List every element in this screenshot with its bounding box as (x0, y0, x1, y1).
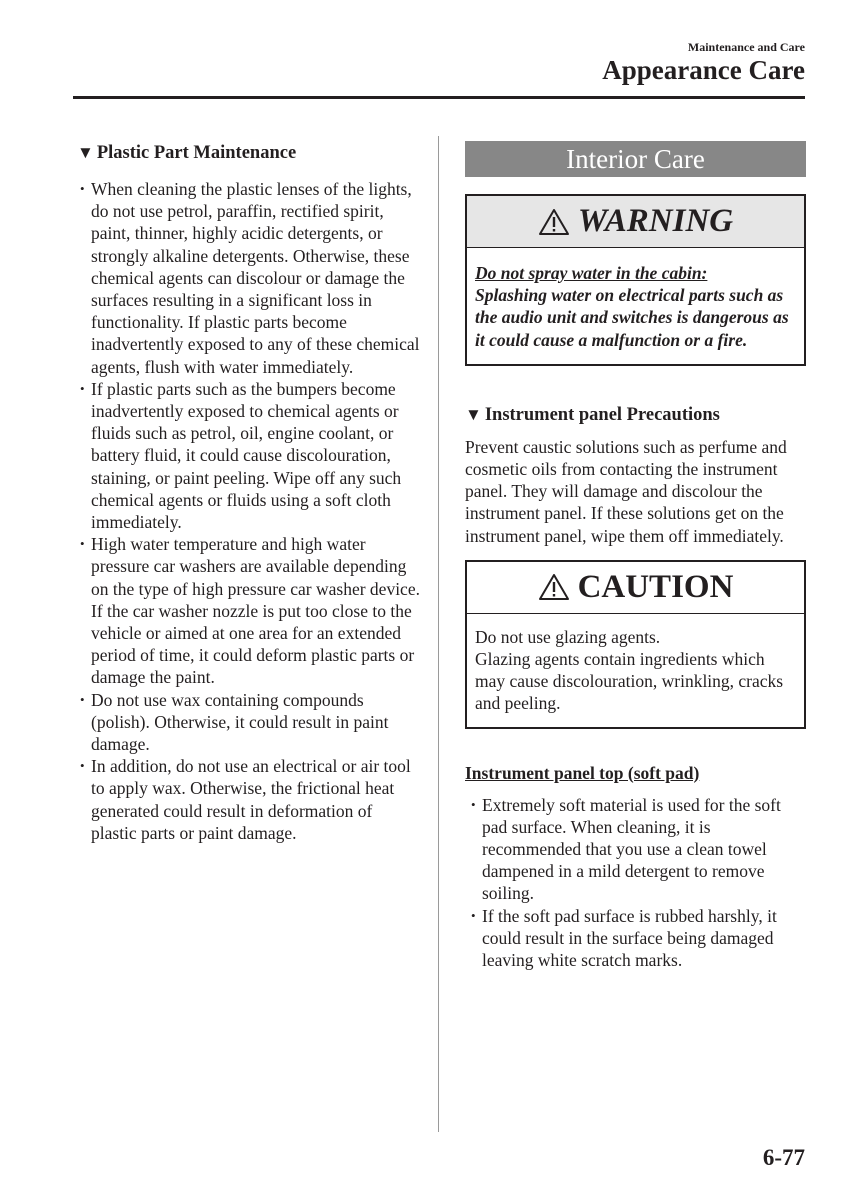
list-item (77, 689, 422, 756)
caution-line-1: Do not use glazing agents. (475, 626, 661, 647)
triangle-down-icon: ▼ (465, 404, 482, 424)
plastic-part-heading (77, 141, 422, 165)
list-item-text: High water temperature and high water pressure car washers are available depending on the type of high pressure car washer device. If the car washer nozzle is put too close to the vehicle or aimed at one area for an extended period of time, it could deform plastic parts or damage the paint. (91, 534, 420, 688)
page-title: Appearance Care (602, 55, 805, 85)
bullet-icon: • (80, 380, 85, 396)
warning-body (467, 248, 804, 364)
caution-line-2: Glazing agents contain ingredients which may cause discolouration, wrinkling, cracks and peeling. (475, 649, 784, 714)
warning-label: WARNING (577, 203, 734, 239)
list-item (77, 178, 422, 378)
header-rule (73, 96, 805, 99)
warning-header (467, 196, 804, 248)
caution-label: CAUTION (577, 568, 734, 605)
bullet-icon: • (471, 796, 476, 812)
right-column (465, 141, 806, 971)
warning-triangle-icon (538, 573, 570, 601)
list-item (77, 533, 422, 688)
plastic-part-list (77, 178, 422, 844)
plastic-part-heading-text: Plastic Part Maintenance (96, 143, 297, 163)
caution-header (467, 562, 804, 614)
page-number: 6-77 (762, 1145, 805, 1170)
list-item (77, 755, 422, 844)
list-item-text: When cleaning the plastic lenses of the lights, do not use petrol, paraffin, rectified spirit, paint, thinner, highly acidic detergents, or strongly alkaline detergents. Otherwise, these chemical agents can discolour or damage the surfaces resulting in a significant loss in functionality. If plastic parts become inadvertently exposed to any of these chemical agents, flush with water immediately. (91, 179, 420, 377)
column-divider (438, 136, 439, 1132)
bullet-icon: • (80, 536, 85, 552)
instrument-panel-heading-text: Instrument panel Precautions (484, 404, 720, 425)
list-item-text: Extremely soft material is used for the soft pad surface. When cleaning, it is recommended that you use a clean towel dampened in a mild detergent to remove soiling. (482, 794, 781, 904)
soft-pad-list (465, 794, 806, 972)
warning-box (465, 194, 806, 366)
warning-lead: Do not spray water in the cabin: (475, 263, 708, 283)
list-item (77, 378, 422, 533)
warning-triangle-icon (538, 208, 570, 236)
instrument-panel-paragraph: Prevent caustic solutions such as perfume and cosmetic oils from contacting the instrument panel. They will damage and discolour the instrument panel. If these solutions get on the instrument panel, wipe them off immediately. (465, 436, 787, 546)
soft-pad-subheading: Instrument panel top (soft pad) (465, 762, 700, 783)
bullet-icon: • (80, 181, 85, 196)
bullet-icon: • (80, 758, 85, 774)
list-item (468, 794, 806, 905)
caution-box (465, 560, 806, 729)
header-section-label: Maintenance and Care (687, 40, 805, 54)
warning-text: Splashing water on electrical parts such as the audio unit and switches is dangerous as it could cause a malfunction or a fire. (475, 285, 789, 350)
list-item-text: If the soft pad surface is rubbed harshly, it could result in the surface being damaged leaving white scratch marks. (482, 905, 777, 971)
bullet-icon: • (471, 907, 476, 923)
left-column (77, 141, 422, 844)
list-item (468, 905, 806, 972)
triangle-down-icon: ▼ (77, 143, 94, 162)
interior-care-banner: Interior Care (465, 141, 806, 177)
instrument-panel-heading (465, 403, 806, 427)
caution-body (467, 614, 804, 727)
bullet-icon: • (80, 691, 85, 707)
list-item-text: Do not use wax containing compounds (polish). Otherwise, it could result in paint damage. (91, 689, 389, 755)
list-item-text: In addition, do not use an electrical or air tool to apply wax. Otherwise, the frictional heat generated could result in deformation of plastic parts or paint damage. (91, 756, 411, 843)
list-item-text: If plastic parts such as the bumpers become inadvertently exposed to chemical agents or fluids such as petrol, oil, engine coolant, or battery fluid, it could cause discolouration, staining, or paint peeling. Wipe off any such chemical agents or fluids using a soft cloth immediately. (91, 378, 402, 533)
